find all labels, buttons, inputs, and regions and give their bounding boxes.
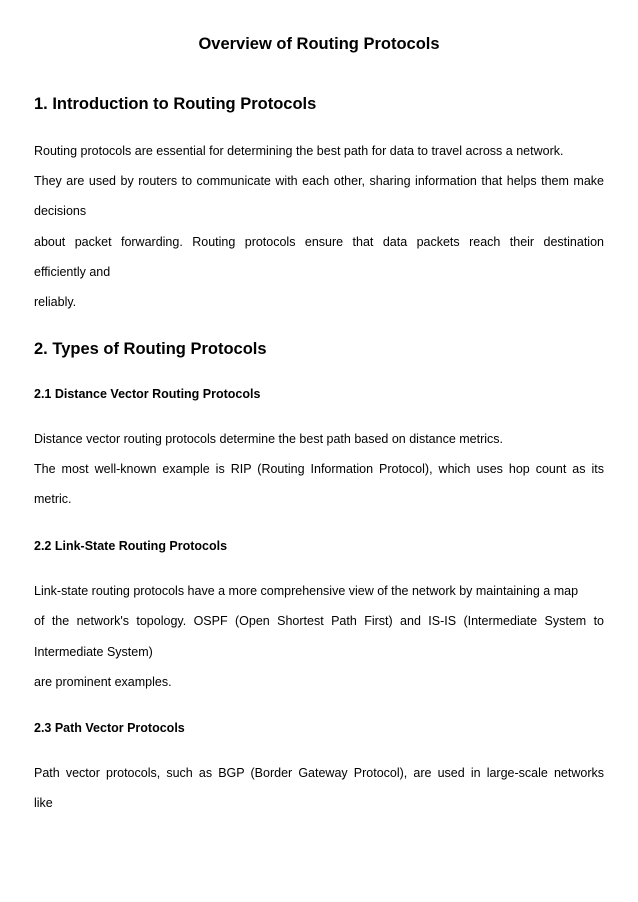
subsection-2-2-line-3: Intermediate System) [34, 645, 153, 659]
subsection-2-2-line-1: Link-state routing protocols have a more comprehensive view of the network by maintaining a map [34, 584, 579, 598]
subsection-2-1-heading: 2.1 Distance Vector Routing Protocols [34, 387, 261, 401]
subsection-2-2-heading: 2.2 Link-State Routing Protocols [34, 539, 228, 553]
subsection-2-3-heading: 2.3 Path Vector Protocols [34, 721, 185, 735]
section-1-line-6: reliably. [34, 295, 77, 309]
subsection-2-1-line-1: Distance vector routing protocols determine the best path based on distance metrics. [34, 432, 504, 446]
subsection-2-2-line-4: are prominent examples. [34, 675, 172, 689]
section-2-heading: 2. Types of Routing Protocols [34, 340, 267, 358]
subsection-2-2-line-2: of the network's topology. OSPF (Open Shortest Path First) and IS-IS (Intermediate System to [34, 614, 604, 628]
section-1-line-1: Routing protocols are essential for determining the best path for data to travel across a network. [34, 144, 564, 158]
section-1-line-3: decisions [34, 204, 87, 218]
document-title: Overview of Routing Protocols [198, 35, 440, 53]
subsection-2-1-line-3: metric. [34, 492, 72, 506]
subsection-2-3-line-2: like [34, 796, 53, 810]
section-1-heading: 1. Introduction to Routing Protocols [34, 95, 317, 113]
section-1-line-5: efficiently and [34, 265, 111, 279]
section-1-line-4: about packet forwarding. Routing protocols ensure that data packets reach their destination [34, 235, 604, 249]
subsection-2-1-line-2: The most well-known example is RIP (Routing Information Protocol), which uses hop count as its [34, 462, 604, 476]
section-1-line-2: They are used by routers to communicate with each other, sharing information that helps them make [34, 174, 604, 188]
subsection-2-3-line-1: Path vector protocols, such as BGP (Border Gateway Protocol), are used in large-scale networks [34, 766, 604, 780]
